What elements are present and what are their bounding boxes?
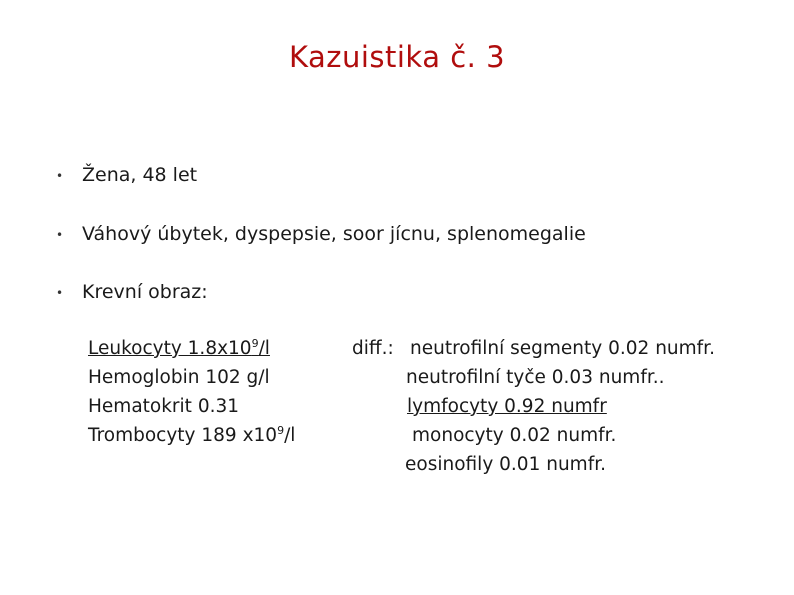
- leukocyty-value: Leukocyty $1.8x10^9/l$: [88, 336, 270, 359]
- hemoglobin-row: Hemoglobin 102 g/l: [88, 367, 270, 388]
- trombocyty-row: Trombocyty 189 $x10^9/l$: [88, 423, 296, 446]
- diff-values: [352, 334, 715, 479]
- bullet-blood-count: [56, 280, 208, 305]
- diff-item: neutrofilní tyče 0.03 numfr..: [406, 367, 665, 388]
- hematokrit-row: Hematokrit 0.31: [88, 396, 240, 417]
- blood-values: [88, 334, 295, 450]
- bullet-dot-icon: •: [56, 168, 64, 183]
- bullet-symptoms: [56, 222, 586, 247]
- diff-item: lymfocyty 0.92 numfr: [407, 396, 607, 417]
- bullet-text: Žena, 48 let: [82, 164, 198, 186]
- bullet-patient: [56, 163, 197, 188]
- bullet-dot-icon: •: [56, 285, 64, 300]
- bullet-dot-icon: •: [56, 227, 64, 242]
- diff-item: neutrofilní segmenty 0.02 numfr.: [410, 338, 715, 359]
- diff-item: monocyty 0.02 numfr.: [412, 425, 617, 446]
- slide-title: Kazuistika č. 3: [288, 40, 506, 74]
- bullet-text: Krevní obraz:: [82, 281, 208, 303]
- bullet-text: Váhový úbytek, dyspepsie, soor jícnu, splenomegalie: [82, 223, 586, 245]
- diff-item: eosinofily 0.01 numfr.: [405, 454, 606, 475]
- diff-label: diff.:: [352, 338, 394, 359]
- leukocyty-row: [88, 334, 295, 363]
